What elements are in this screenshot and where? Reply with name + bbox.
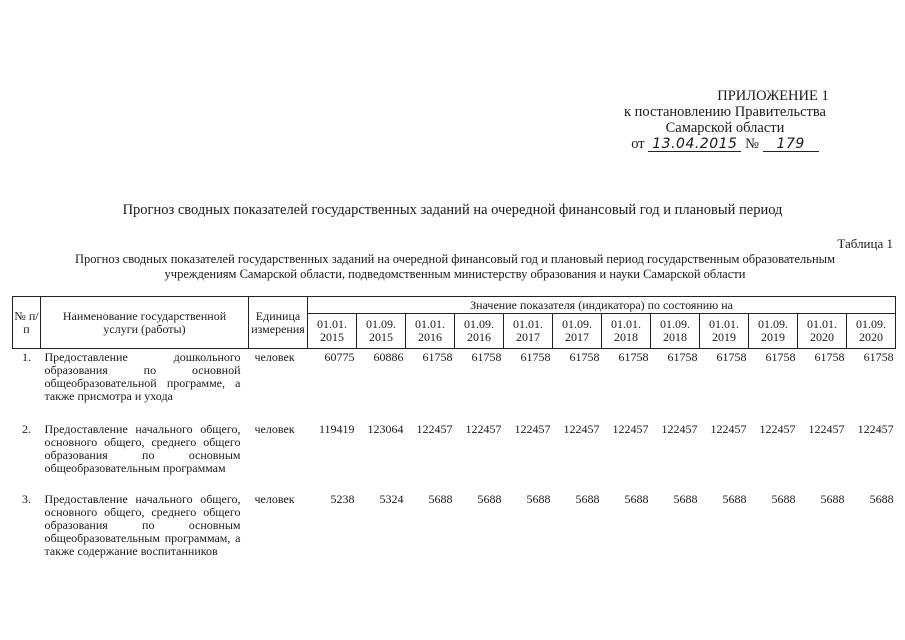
header-date — [602, 314, 651, 349]
service-name: Предоставление начального общего, основного общего, среднего общего образования по основным общеобразовательным программам, а также содержание воспитанников — [44, 492, 241, 558]
indicator-value: 60886 — [373, 350, 404, 364]
indicator-value: 5688 — [722, 492, 747, 506]
appendix-signature-line — [560, 136, 890, 152]
service-name: Предоставление дошкольного образования по основной общеобразовательной программе, а также присмотра и ухода — [44, 350, 241, 403]
number-label: № — [745, 136, 759, 152]
indicator-value: 60775 — [324, 350, 355, 364]
header-date-year: 2019 — [761, 330, 785, 344]
indicator-value: 61758 — [471, 350, 502, 364]
header-date-day: 01.09. — [660, 317, 690, 331]
unit-of-measure: человек — [254, 492, 295, 506]
header-date-day: 01.01. — [415, 317, 445, 331]
appendix-region: Самарской области — [665, 120, 785, 136]
indicator-value: 61758 — [618, 350, 649, 364]
header-date-day: 01.01. — [317, 317, 347, 331]
subtitle-line-1: Прогноз сводных показателей государственных заданий на очередной финансовый год и плановый период государственным образовательным — [75, 252, 835, 266]
header-date-year: 2015 — [320, 330, 344, 344]
header-date-year: 2016 — [418, 330, 442, 344]
header-indicator-group: Значение показателя (индикатора) по состоянию на — [308, 297, 896, 314]
table-row — [13, 493, 896, 593]
indicator-value: 61758 — [814, 350, 845, 364]
header-date-day: 01.09. — [856, 317, 887, 331]
indicator-value: 5238 — [330, 492, 355, 506]
document-title: Прогноз сводных показателей государственных заданий на очередной финансовый год и плановый период — [122, 202, 783, 218]
table-row — [13, 423, 896, 493]
indicator-value: 5688 — [869, 492, 894, 506]
table-label: Таблица 1 — [837, 236, 893, 251]
header-date-day: 01.01. — [807, 317, 837, 331]
row-number: 2. — [22, 422, 31, 436]
indicator-value: 5688 — [575, 492, 600, 506]
indicator-value: 5324 — [379, 492, 404, 506]
indicator-value: 122457 — [808, 422, 845, 436]
header-date — [553, 314, 602, 349]
header-date-day: 01.09. — [366, 317, 396, 331]
indicator-value: 122457 — [612, 422, 649, 436]
appendix-block — [560, 88, 890, 152]
header-unit: Единица измерения — [249, 297, 308, 349]
appendix-resolution: к постановлению Правительства — [624, 104, 826, 120]
indicator-value: 61758 — [667, 350, 698, 364]
header-date — [651, 314, 700, 349]
header-no: № п/п — [13, 297, 41, 349]
indicator-value: 122457 — [759, 422, 796, 436]
header-date — [455, 314, 504, 349]
indicators-table — [12, 296, 896, 593]
subtitle-line-2: учреждениям Самарской области, подведомственным министерству образования и науки Самарской области — [164, 267, 746, 281]
header-date-day: 01.01. — [709, 317, 739, 331]
header-date — [847, 314, 896, 349]
indicator-value: 122457 — [563, 422, 600, 436]
indicator-value: 61758 — [520, 350, 551, 364]
indicator-value: 123064 — [367, 422, 404, 436]
table-row — [13, 349, 896, 424]
indicator-value: 61758 — [863, 350, 894, 364]
indicator-value: 122457 — [416, 422, 453, 436]
header-date-year: 2017 — [516, 330, 540, 344]
header-date — [308, 314, 357, 349]
indicator-value: 61758 — [716, 350, 747, 364]
indicator-value: 5688 — [526, 492, 551, 506]
indicator-value: 61758 — [765, 350, 796, 364]
handwritten-date: 13.04.2015 — [648, 138, 741, 152]
row-number: 1. — [22, 350, 31, 364]
indicator-value: 122457 — [661, 422, 698, 436]
header-date-day: 01.09. — [758, 317, 788, 331]
indicator-value: 5688 — [771, 492, 796, 506]
indicator-value: 5688 — [428, 492, 453, 506]
from-label: от — [631, 136, 645, 152]
header-date-year: 2017 — [565, 330, 589, 344]
header-service: Наименование государственной услуги (работы) — [41, 297, 249, 349]
header-date-day: 01.09. — [562, 317, 592, 331]
indicator-value: 122457 — [710, 422, 747, 436]
header-date-year: 2020 — [810, 330, 834, 344]
header-date-year: 2015 — [369, 330, 393, 344]
header-date-day: 01.09. — [464, 317, 494, 331]
header-date-day: 01.01. — [513, 317, 543, 331]
indicator-value: 122457 — [857, 422, 894, 436]
header-date-year: 2016 — [467, 330, 491, 344]
indicator-value: 61758 — [569, 350, 600, 364]
unit-of-measure: человек — [254, 350, 295, 364]
header-date — [357, 314, 406, 349]
header-date-year: 2020 — [859, 330, 884, 344]
appendix-title: ПРИЛОЖЕНИЕ 1 — [717, 88, 829, 104]
header-date — [504, 314, 553, 349]
indicator-value: 122457 — [514, 422, 551, 436]
header-date — [749, 314, 798, 349]
unit-of-measure: человек — [254, 422, 295, 436]
indicator-value: 119419 — [318, 422, 355, 436]
header-date — [700, 314, 749, 349]
header-date-day: 01.01. — [611, 317, 641, 331]
row-number: 3. — [22, 492, 31, 506]
header-date — [798, 314, 847, 349]
table-body — [13, 349, 896, 594]
indicator-value: 5688 — [624, 492, 649, 506]
indicator-value: 5688 — [820, 492, 845, 506]
indicator-value: 5688 — [477, 492, 502, 506]
header-date — [406, 314, 455, 349]
header-date-year: 2018 — [614, 330, 638, 344]
table-subtitle — [40, 252, 870, 282]
indicator-value: 122457 — [465, 422, 502, 436]
service-name: Предоставление начального общего, основного общего, среднего общего образования по основным общеобразовательным программам — [44, 422, 241, 475]
handwritten-number: 179 — [763, 138, 819, 152]
indicator-value: 61758 — [422, 350, 453, 364]
header-date-year: 2019 — [712, 330, 736, 344]
indicator-value: 5688 — [673, 492, 698, 506]
header-date-year: 2018 — [663, 330, 687, 344]
